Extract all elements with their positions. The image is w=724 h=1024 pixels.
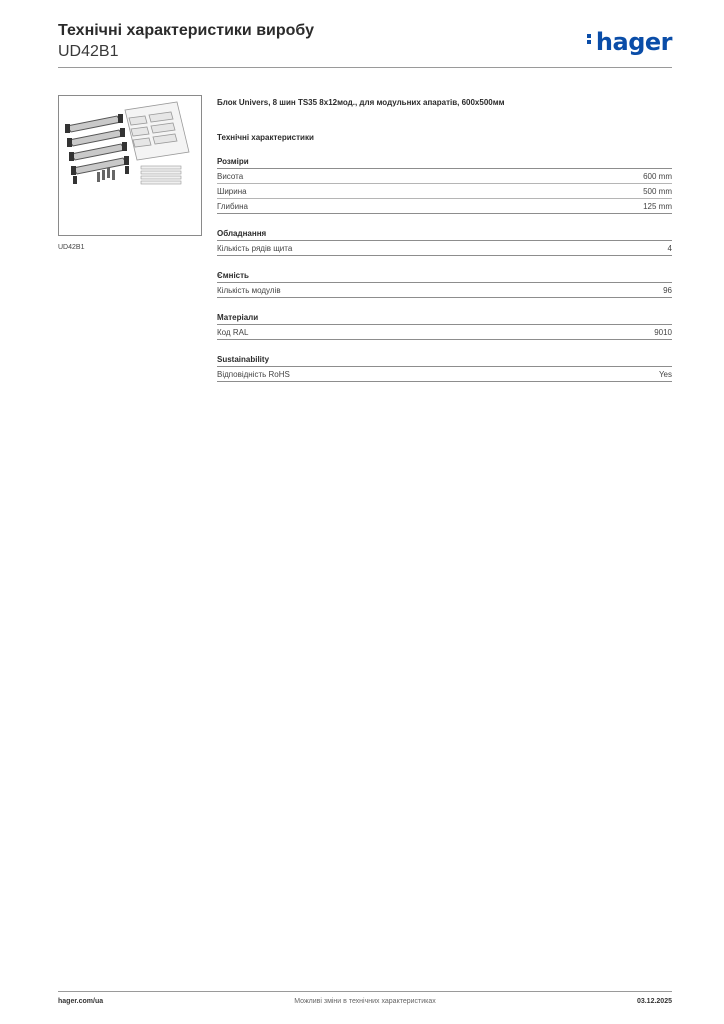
logo-text: hager [595,28,672,56]
spec-label: Кількість модулів [217,286,281,295]
spec-value: 96 [663,286,672,295]
spec-group-sustainability [217,353,672,382]
spec-row [217,283,672,298]
footer-notice: Можливі зміни в технічних характеристиках [294,998,436,1005]
footer-date: 03.12.2025 [636,998,672,1005]
group-title: Ємність [217,269,672,283]
spec-row [217,169,672,184]
group-title: Розміри [217,155,672,169]
spec-group-materials [217,311,672,340]
spec-group-capacity [217,269,672,298]
spec-value: 9010 [654,328,672,337]
spec-label: Висота [217,172,244,181]
page-header [58,20,672,62]
spec-label: Кількість рядів щита [217,244,293,253]
specifications [217,98,672,395]
page-title: Технічні характеристики виробу [58,22,314,39]
spec-group-equipment [217,227,672,256]
spec-row [217,199,672,214]
spec-group-dimensions [217,155,672,214]
spec-row [217,241,672,256]
logo-dots-icon [587,32,594,46]
product-description: Блок Univers, 8 шин TS35 8x12мод., для модульних апаратів, 600x500мм [217,98,505,107]
spec-value: 4 [667,244,672,253]
spec-row [217,325,672,340]
header-divider [58,67,672,68]
spec-row [217,184,672,199]
spec-label: Відповідність RoHS [217,370,290,379]
spec-label: Код RAL [217,328,249,337]
section-title: Технічні характеристики [217,133,314,142]
spec-value: 600 mm [643,172,672,181]
group-title: Sustainability [217,353,672,367]
image-caption: UD42B1 [58,244,85,251]
product-image [58,95,202,236]
spec-label: Глибина [217,202,248,211]
spec-value: 125 mm [643,202,672,211]
product-code: UD42B1 [58,43,119,60]
spec-value: 500 mm [643,187,672,196]
spec-label: Ширина [217,187,247,196]
spec-row [217,367,672,382]
product-illustration [59,96,201,235]
spec-value: Yes [658,370,672,379]
hager-logo [587,28,672,56]
footer-divider [58,991,672,992]
group-title: Матеріали [217,311,672,325]
group-title: Обладнання [217,227,672,241]
website-link[interactable]: hager.com/ua [58,998,104,1005]
